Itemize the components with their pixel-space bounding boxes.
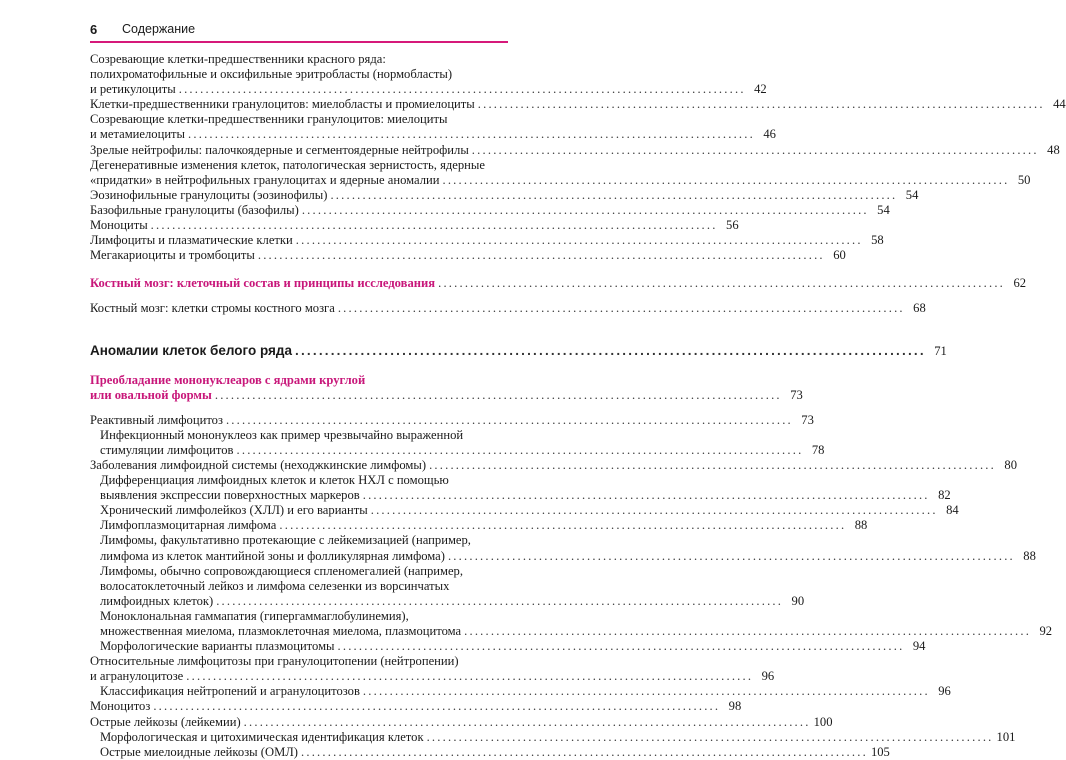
toc-entry-title: Базофильные гранулоциты (базофилы) bbox=[90, 202, 299, 217]
toc-line: полихроматофильные и оксифильные эритробласты (нормобласты) bbox=[90, 67, 453, 82]
toc-chapter-title: Аномалии клеток белого ряда bbox=[90, 342, 293, 358]
toc-page-number: 101 bbox=[996, 729, 1016, 744]
toc-entry[interactable]: лимфома из клеток мантийной зоны и фолликулярная лимфома) .......................................................................................................... 88 bbox=[100, 548, 1036, 563]
toc-line: Лимфомы, обычно сопровождающиеся спленомегалией (например, bbox=[100, 563, 463, 578]
toc-page-number: 73 bbox=[790, 387, 803, 402]
toc-entry[interactable]: Моноцитоз .......................................................................................................... 98 bbox=[90, 699, 742, 714]
toc-page-number: 82 bbox=[938, 488, 951, 503]
toc-page-number: 94 bbox=[912, 639, 926, 654]
toc-line: Инфекционный мононуклеоз как пример чрезвычайно выраженной bbox=[100, 427, 464, 442]
toc-page-number: 96 bbox=[761, 669, 775, 684]
toc-entry-title: Острые лейкозы (лейкемии) bbox=[90, 714, 241, 729]
toc-page-number: 68 bbox=[913, 301, 926, 316]
toc-page-number: 80 bbox=[1004, 457, 1017, 472]
toc-entry-title: выявления экспрессии поверхностных маркеров bbox=[100, 488, 360, 503]
toc-page-number: 62 bbox=[1013, 276, 1027, 291]
toc-page-number: 100 bbox=[813, 714, 833, 729]
toc-entry-title: множественная миелома, плазмоклеточная миелома, плазмоцитома bbox=[100, 624, 462, 638]
toc-section-title: или овальной формы bbox=[90, 387, 212, 402]
toc-section-title: Костный мозг: клеточный состав и принципы исследования bbox=[90, 276, 436, 291]
toc-entry[interactable]: Морфологическая и цитохимическая идентификация клеток .......................................................................................................... 101 bbox=[100, 729, 1016, 744]
toc-entry-title: Моноцитоз bbox=[90, 699, 151, 714]
toc-entry-title: стимуляции лимфоцитов bbox=[100, 442, 234, 457]
toc-section[interactable]: Костный мозг: клеточный состав и принципы исследования .......................................................................................................... 62 bbox=[90, 276, 1027, 291]
toc-entry-title: «придатки» в нейтрофильных гранулоцитах и ядерные аномалии bbox=[90, 172, 440, 187]
toc-line: Лимфомы, факультативно протекающие с лейкемизацией (например, bbox=[100, 533, 471, 548]
toc-entry[interactable]: «придатки» в нейтрофильных гранулоцитах и ядерные аномалии .......................................................................................................... 50 bbox=[90, 172, 1031, 187]
header-rule bbox=[90, 41, 508, 43]
toc-entry-title: Эозинофильные гранулоциты (эозинофилы) bbox=[90, 187, 328, 202]
running-title: Содержание bbox=[122, 22, 196, 36]
toc-page-number: 105 bbox=[870, 744, 890, 759]
toc-line: Моноклональная гаммапатия (гипергаммаглобулинемия), bbox=[100, 608, 409, 623]
toc-entry-title: Лимфоплазмоцитарная лимфома bbox=[100, 518, 277, 533]
toc-page-number: 46 bbox=[763, 127, 776, 142]
toc-entry-title: лимфоидных клеток) bbox=[100, 593, 214, 608]
toc-line: Дифференциация лимфоидных клеток и клеток НХЛ с помощью bbox=[100, 473, 449, 488]
page-header bbox=[90, 20, 510, 42]
toc-page-number: 50 bbox=[1017, 172, 1031, 187]
toc-page-number: 96 bbox=[938, 684, 951, 699]
toc-entry[interactable]: Клетки-предшественники гранулоцитов: миелобласты и промиелоциты .......................................................................................................... 44 bbox=[90, 97, 1066, 112]
toc-entry[interactable]: Зрелые нейтрофилы: палочкоядерные и сегментоядерные нейтрофилы .......................................................................................................... 48 bbox=[90, 142, 1060, 157]
toc-page-number: 88 bbox=[1023, 548, 1036, 563]
toc-entry-title: и ретикулоциты bbox=[90, 82, 176, 97]
toc-entry-title: Заболевания лимфоидной системы (неходжкинские лимфомы) bbox=[90, 457, 427, 472]
toc-entry[interactable]: Лимфоциты и плазматические клетки .......................................................................................................... 58 bbox=[90, 233, 884, 248]
toc-entry-title: Костный мозг: клетки стромы костного мозга bbox=[90, 301, 335, 316]
toc-page-number: 73 bbox=[801, 412, 814, 427]
toc-page-number: 54 bbox=[905, 187, 919, 202]
toc-page-number: 88 bbox=[854, 518, 868, 533]
toc-entry-title: Лимфоциты и плазматические клетки bbox=[90, 233, 293, 248]
toc-chapter[interactable]: Аномалии клеток белого ряда .......................................................................................................... 71 bbox=[90, 342, 947, 358]
toc-page-number: 92 bbox=[1039, 624, 1053, 638]
toc-page-number: 71 bbox=[934, 343, 947, 358]
toc-entry-title: Клетки-предшественники гранулоцитов: миелобласты и промиелоциты bbox=[90, 97, 475, 112]
toc-entry[interactable]: Мегакариоциты и тромбоциты .......................................................................................................... 60 bbox=[90, 248, 846, 263]
toc-entry[interactable]: Костный мозг: клетки стромы костного мозга .......................................................................................................... 68 bbox=[90, 301, 926, 316]
toc-line: Созревающие клетки-предшественники гранулоцитов: миелоциты bbox=[90, 112, 448, 127]
table-of-contents bbox=[90, 52, 1066, 760]
toc-entry[interactable]: стимуляции лимфоцитов .......................................................................................................... 78 bbox=[100, 442, 825, 457]
toc-entry[interactable]: и ретикулоциты .......................................................................................................... 42 bbox=[90, 82, 767, 97]
toc-entry[interactable]: Лимфоплазмоцитарная лимфома .......................................................................................................... 88 bbox=[100, 518, 868, 533]
toc-entry-title: Реактивный лимфоцитоз bbox=[90, 412, 223, 427]
toc-page-number: 90 bbox=[791, 593, 805, 608]
toc-entry[interactable]: Острые миелоидные лейкозы (ОМЛ) .......................................................................................................... 105 bbox=[100, 744, 890, 759]
toc-entry[interactable]: Острые лейкозы (лейкемии) .......................................................................................................... 100 bbox=[90, 714, 833, 729]
toc-page-number: 44 bbox=[1053, 97, 1066, 112]
toc-entry[interactable]: множественная миелома, плазмоклеточная миелома, плазмоцитома .......................................................................................................... 92 bbox=[100, 624, 1053, 638]
toc-line: Созревающие клетки-предшественники красного ряда: bbox=[90, 52, 386, 66]
toc-page-number: 84 bbox=[946, 503, 959, 518]
toc-entry-title: Моноциты bbox=[90, 218, 148, 233]
toc-entry-title: лимфома из клеток мантийной зоны и фолликулярная лимфома) bbox=[100, 548, 445, 563]
toc-line: Дегенеративные изменения клеток, патологическая зернистость, ядерные bbox=[90, 157, 485, 172]
toc-page-number: 54 bbox=[877, 202, 890, 217]
toc-entry[interactable]: Эозинофильные гранулоциты (эозинофилы) .......................................................................................................... 54 bbox=[90, 187, 919, 202]
toc-entry-title: и агранулоцитозе bbox=[90, 669, 184, 684]
toc-entry[interactable]: лимфоидных клеток) .......................................................................................................... 90 bbox=[100, 593, 805, 608]
toc-entry[interactable]: Хронический лимфолейкоз (ХЛЛ) и его варианты .......................................................................................................... 84 bbox=[100, 503, 959, 518]
toc-entry[interactable]: Классификация нейтропений и агранулоцитозов .......................................................................................................... 96 bbox=[100, 684, 951, 699]
toc-entry-title: Острые миелоидные лейкозы (ОМЛ) bbox=[100, 744, 299, 759]
toc-entry-title: и метамиелоциты bbox=[90, 127, 186, 142]
toc-entry-title: Морфологическая и цитохимическая идентификация клеток bbox=[100, 729, 424, 744]
toc-entry-title: Морфологические варианты плазмоцитомы bbox=[100, 639, 335, 654]
toc-page-number: 42 bbox=[754, 82, 767, 97]
toc-entry[interactable]: Морфологические варианты плазмоцитомы .......................................................................................................... 94 bbox=[100, 639, 926, 654]
toc-page-number: 98 bbox=[728, 699, 742, 714]
toc-line: волосатоклеточный лейкоз и лимфома селезенки из ворсинчатых bbox=[100, 578, 450, 593]
toc-page-number: 78 bbox=[811, 442, 825, 457]
toc-section[interactable]: или овальной формы .......................................................................................................... 73 bbox=[90, 387, 803, 402]
page-number: 6 bbox=[90, 22, 98, 37]
toc-entry[interactable]: Моноциты .......................................................................................................... 56 bbox=[90, 218, 739, 233]
toc-page-number: 60 bbox=[833, 248, 846, 263]
toc-entry[interactable]: и агранулоцитозе .......................................................................................................... 96 bbox=[90, 669, 775, 684]
toc-entry[interactable]: Заболевания лимфоидной системы (неходжкинские лимфомы) .......................................................................................................... 80 bbox=[90, 457, 1017, 472]
toc-page-number: 48 bbox=[1047, 142, 1060, 157]
toc-page-number: 58 bbox=[871, 233, 884, 248]
toc-entry-title: Зрелые нейтрофилы: палочкоядерные и сегментоядерные нейтрофилы bbox=[90, 142, 469, 157]
toc-section-title: Преобладание мононуклеаров с ядрами круглой bbox=[90, 372, 366, 387]
toc-entry-title: Классификация нейтропений и агранулоцитозов bbox=[100, 684, 360, 699]
toc-entry[interactable]: выявления экспрессии поверхностных маркеров .......................................................................................................... 82 bbox=[100, 488, 951, 503]
toc-entry-title: Мегакариоциты и тромбоциты bbox=[90, 248, 255, 263]
toc-entry[interactable]: Реактивный лимфоцитоз .......................................................................................................... 73 bbox=[90, 412, 814, 427]
toc-line: Относительные лимфоцитозы при гранулоцитопении (нейтропении) bbox=[90, 654, 459, 669]
toc-entry[interactable]: Базофильные гранулоциты (базофилы) .......................................................................................................... 54 bbox=[90, 202, 890, 217]
toc-entry[interactable]: и метамиелоциты .......................................................................................................... 46 bbox=[90, 127, 776, 142]
toc-entry-title: Хронический лимфолейкоз (ХЛЛ) и его варианты bbox=[100, 503, 368, 518]
toc-page-number: 56 bbox=[726, 218, 739, 233]
